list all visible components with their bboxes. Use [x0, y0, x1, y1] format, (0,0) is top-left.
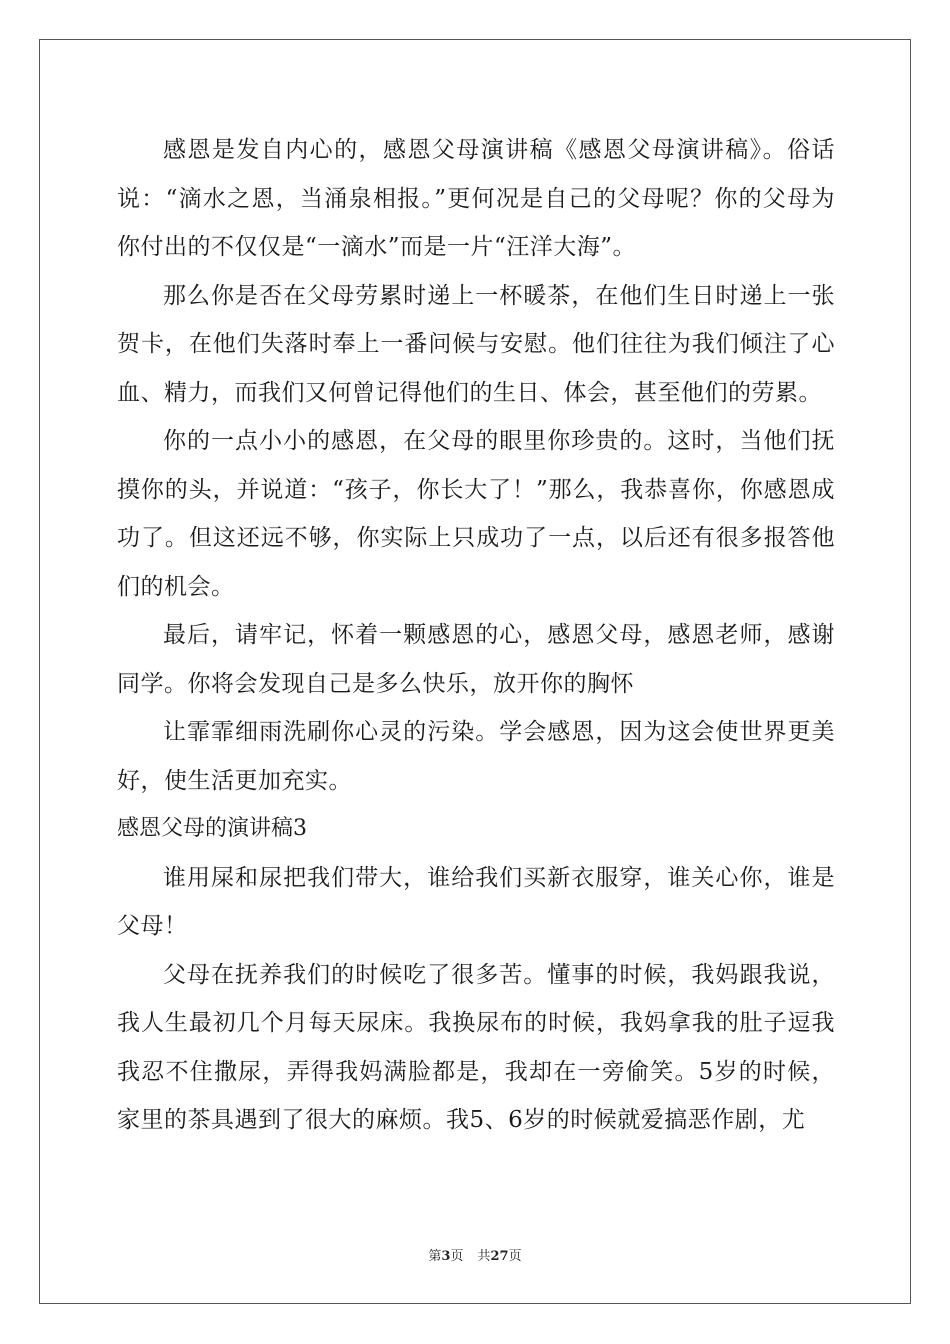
- paragraph: 最后，请牢记，怀着一颗感恩的心，感恩父母，感恩老师，感谢同学。你将会发现自己是多么快乐，放开你的胸怀: [117, 622, 835, 697]
- page-number: 3: [441, 1249, 451, 1264]
- paragraph: 感恩是发自内心的，感恩父母演讲稿《感恩父母演讲稿》。俗话说：“滴水之恩，当涌泉相报。”更何况是自己的父母呢？你的父母为你付出的不仅仅是“一滴水”而是一片“汪洋大海”。: [117, 137, 835, 260]
- paragraph: 父母在抚养我们的时候吃了很多苦。懂事的时候，我妈跟我说，我人生最初几个月每天尿床。我换尿布的时候，我妈拿我的肚子逗我我忍不住撒尿，弄得我妈满脸都是，我却在一旁偷笑。5岁的时候，家里的茶具遇到了很大的麻烦。我5、6岁的时候就爱搞恶作剧，尤: [117, 961, 835, 1133]
- paragraph: 让霏霏细雨洗刷你心灵的污染。学会感恩，因为这会使世界更美好，使生活更加充实。: [117, 719, 835, 794]
- page-prefix: 第: [428, 1249, 442, 1264]
- paragraph: 谁用屎和尿把我们带大，谁给我们买新衣服穿，谁关心你，谁是父母！: [117, 864, 835, 939]
- total-suffix: 页: [508, 1249, 522, 1264]
- total-pages: 27: [490, 1249, 509, 1264]
- paragraph: 那么你是否在父母劳累时递上一杯暖茶，在他们生日时递上一张贺卡，在他们失落时奉上一番问候与安慰。他们往往为我们倾注了心血、精力，而我们又何曾记得他们的生日、体会，甚至他们的劳累。: [117, 282, 835, 406]
- page-footer: [0, 1245, 950, 1264]
- page-suffix: 页: [450, 1249, 464, 1264]
- document-body: [117, 126, 835, 1145]
- section-title: 感恩父母的演讲稿3: [117, 816, 307, 841]
- total-prefix: 共: [477, 1249, 491, 1264]
- paragraph: 你的一点小小的感恩，在父母的眼里你珍贵的。这时，当他们抚摸你的头，并说道：“孩子，你长大了！”那么，我恭喜你，你感恩成功了。但这还远不够，你实际上只成功了一点，以后还有很多报答他们的机会。: [117, 428, 835, 600]
